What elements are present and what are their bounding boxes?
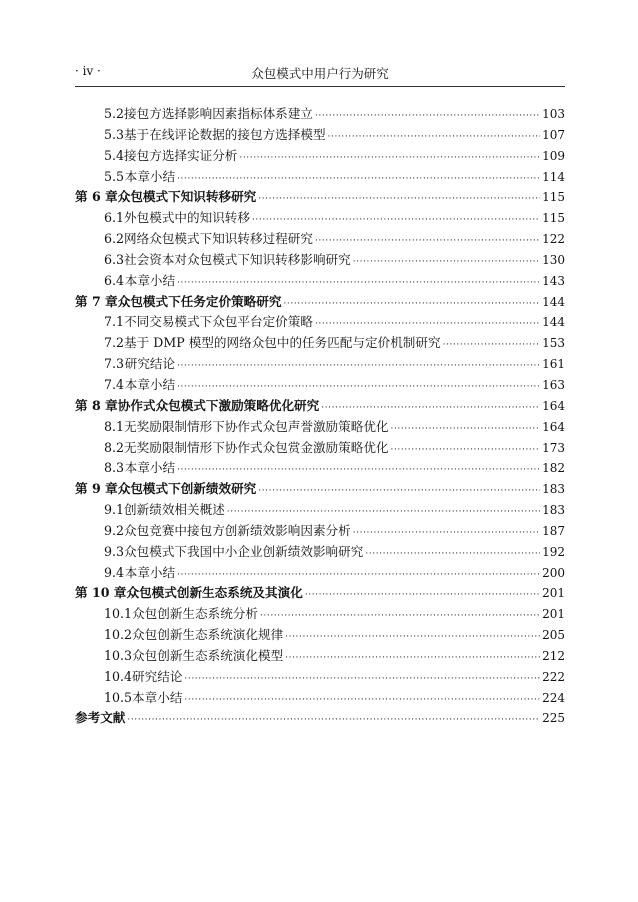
toc-entry-title: 无奖励限制情形下协作式众包赏金激励策略优化: [124, 439, 389, 455]
toc-section-entry[interactable]: [75, 332, 565, 353]
toc-entry-page: 103: [542, 107, 565, 121]
toc-section-entry[interactable]: [75, 228, 565, 249]
toc-entry-title: 参考文献: [75, 710, 126, 726]
dot-leader: [177, 361, 540, 371]
toc-chapter-entry[interactable]: [75, 186, 565, 207]
toc-chapter-entry[interactable]: [75, 478, 565, 499]
toc-section-entry[interactable]: [75, 624, 565, 645]
toc-entry-title: 创新绩效相关概述: [124, 502, 225, 518]
toc-entry-number: 5.2: [104, 106, 125, 121]
dot-leader: [283, 299, 540, 309]
toc-entry-number: 第 9 章: [75, 481, 118, 497]
dot-leader: [315, 319, 540, 329]
dot-leader: [184, 674, 540, 684]
toc-entry-number: 8.1: [104, 418, 125, 434]
toc-entry-number: 9.3: [104, 543, 125, 559]
dot-leader: [177, 278, 540, 288]
toc-entry-page: 114: [542, 169, 565, 184]
dot-leader: [260, 611, 540, 621]
table-of-contents: [75, 103, 565, 728]
toc-entry-title: 研究结论: [124, 356, 176, 372]
toc-section-entry[interactable]: [75, 666, 565, 687]
toc-entry-number: 第 8 章: [75, 397, 118, 413]
toc-entry-number: 7.4: [104, 376, 125, 392]
toc-entry-title: 研究结论: [132, 668, 183, 684]
toc-entry-number: 7.3: [104, 356, 125, 372]
toc-entry-number: 8.2: [104, 439, 125, 455]
dot-leader: [391, 445, 541, 455]
toc-entry-page: 115: [542, 211, 565, 226]
dot-leader: [315, 236, 540, 246]
toc-section-entry[interactable]: [75, 124, 565, 145]
toc-entry-number: 7.1: [104, 314, 125, 330]
toc-entry-number: 9.2: [104, 522, 125, 538]
toc-entry-number: 6.4: [104, 272, 125, 288]
toc-entry-number: 8.3: [104, 460, 125, 476]
toc-section-entry[interactable]: [75, 353, 565, 374]
dot-leader: [177, 570, 540, 580]
toc-section-entry[interactable]: [75, 687, 565, 708]
toc-entry-number: 7.2: [104, 335, 125, 351]
toc-entry-page: 212: [542, 648, 565, 663]
toc-section-entry[interactable]: [75, 270, 565, 291]
toc-entry-title: 本章小结: [124, 376, 176, 392]
dot-leader: [227, 507, 540, 517]
toc-entry-title: 不同交易模式下众包平台定价策略: [124, 314, 313, 330]
dot-leader: [127, 715, 540, 725]
toc-entry-title: 协作式众包模式下激励策略优化研究: [117, 397, 320, 413]
toc-entry-page: 153: [542, 336, 565, 351]
dot-leader: [305, 590, 540, 600]
toc-entry-page: 164: [542, 419, 565, 434]
toc-section-entry[interactable]: [75, 103, 565, 124]
toc-entry-title: 众包模式下知识转移研究: [117, 189, 257, 205]
toc-entry-number: 10.3: [104, 647, 133, 663]
toc-chapter-entry[interactable]: [75, 707, 565, 728]
toc-entry-title: 接包方选择影响因素指标体系建立: [124, 106, 313, 121]
toc-entry-title: 众包创新生态系统分析: [132, 606, 258, 622]
toc-entry-title: 无奖励限制情形下协作式众包声誉激励策略优化: [124, 418, 389, 434]
dot-leader: [391, 424, 541, 434]
toc-section-entry[interactable]: [75, 603, 565, 624]
dot-leader: [177, 382, 540, 392]
toc-entry-page: 224: [542, 690, 565, 705]
toc-section-entry[interactable]: [75, 645, 565, 666]
dot-leader: [328, 132, 541, 142]
toc-entry-number: 9.4: [104, 564, 125, 580]
toc-entry-number: 第 10 章: [75, 585, 127, 601]
toc-chapter-entry[interactable]: [75, 582, 565, 603]
toc-section-entry[interactable]: [75, 207, 565, 228]
dot-leader: [353, 257, 540, 267]
dot-leader: [321, 403, 540, 413]
toc-section-entry[interactable]: [75, 562, 565, 583]
dot-leader: [177, 465, 540, 475]
toc-entry-title: 众包模式下我国中小企业创新绩效影响研究: [124, 543, 364, 559]
dot-leader: [258, 194, 540, 204]
toc-section-entry[interactable]: [75, 457, 565, 478]
toc-entry-title: 众包创新生态系统演化模型: [132, 647, 284, 663]
toc-entry-page: 161: [542, 357, 565, 372]
toc-entry-page: 201: [542, 586, 565, 601]
toc-entry-number: 6.1: [104, 210, 125, 226]
dot-leader: [315, 111, 540, 121]
toc-entry-title: 众包模式下任务定价策略研究: [117, 293, 282, 309]
toc-entry-title: 本章小结: [124, 460, 176, 476]
toc-entry-page: 201: [542, 607, 565, 622]
dot-leader: [285, 632, 540, 642]
toc-entry-number: 5.5: [104, 168, 125, 184]
dot-leader: [184, 695, 540, 705]
toc-entry-page: 225: [542, 711, 565, 726]
toc-entry-title: 外包模式中的知识转移: [124, 210, 250, 226]
page-number: · iv ·: [75, 64, 101, 78]
toc-entry-page: 200: [542, 565, 565, 580]
toc-entry-title: 本章小结: [124, 168, 176, 184]
toc-entry-page: 163: [542, 377, 565, 392]
toc-entry-page: 164: [542, 398, 565, 413]
toc-entry-page: 109: [542, 148, 565, 163]
toc-entry-title: 众包创新生态系统演化规律: [132, 627, 284, 643]
toc-entry-page: 173: [542, 440, 565, 455]
toc-section-entry[interactable]: [75, 416, 565, 437]
toc-entry-page: 144: [542, 315, 565, 330]
toc-entry-number: 6.3: [104, 251, 125, 267]
dot-leader: [252, 215, 540, 225]
toc-section-entry[interactable]: [75, 166, 565, 187]
toc-section-entry[interactable]: [75, 311, 565, 332]
toc-entry-page: 143: [542, 273, 565, 288]
toc-entry-title: 本章小结: [124, 564, 176, 580]
toc-entry-title: 众包模式创新生态系统及其演化: [126, 585, 303, 601]
toc-entry-page: 115: [542, 190, 565, 205]
toc-chapter-entry[interactable]: [75, 291, 565, 312]
toc-section-entry[interactable]: [75, 145, 565, 166]
toc-section-entry[interactable]: [75, 520, 565, 541]
toc-entry-page: 183: [542, 503, 565, 518]
toc-entry-page: 187: [542, 523, 565, 538]
dot-leader: [258, 486, 540, 496]
running-title: 众包模式中用户行为研究: [251, 66, 389, 81]
toc-entry-page: 222: [542, 669, 565, 684]
toc-entry-title: 本章小结: [124, 272, 176, 288]
dot-leader: [177, 174, 540, 184]
toc-entry-number: 10.4: [104, 668, 133, 684]
toc-entry-number: 10.1: [104, 606, 133, 622]
toc-entry-title: 本章小结: [132, 689, 183, 705]
toc-entry-title: 众包模式下创新绩效研究: [117, 481, 257, 497]
dot-leader: [239, 153, 540, 163]
dot-leader: [285, 653, 540, 663]
toc-entry-number: 第 7 章: [75, 293, 118, 309]
page-header: [75, 60, 565, 87]
toc-entry-title: 众包竞赛中接包方创新绩效影响因素分析: [124, 522, 351, 538]
toc-entry-title: 基于在线评论数据的接包方选择模型: [124, 126, 326, 142]
toc-entry-page: 205: [542, 628, 565, 643]
toc-entry-number: 5.3: [104, 126, 125, 142]
toc-entry-number: 5.4: [104, 147, 125, 163]
toc-entry-number: 9.1: [104, 502, 125, 518]
dot-leader: [353, 528, 540, 538]
toc-entry-page: 192: [542, 544, 565, 559]
dot-leader: [365, 549, 540, 559]
toc-section-entry[interactable]: [75, 437, 565, 458]
toc-section-entry[interactable]: [75, 374, 565, 395]
toc-entry-page: 182: [542, 461, 565, 476]
toc-entry-title: 网络众包模式下知识转移过程研究: [124, 231, 313, 247]
toc-entry-title: 社会资本对众包模式下知识转移影响研究: [124, 251, 351, 267]
toc-entry-title: 接包方选择实证分析: [124, 147, 238, 163]
toc-entry-number: 10.2: [104, 627, 133, 643]
toc-chapter-entry[interactable]: [75, 395, 565, 416]
toc-entry-page: 183: [542, 482, 565, 497]
toc-entry-number: 10.5: [104, 689, 133, 705]
toc-entry-page: 122: [542, 232, 565, 247]
toc-section-entry[interactable]: [75, 499, 565, 520]
toc-section-entry[interactable]: [75, 541, 565, 562]
dot-leader: [443, 340, 541, 350]
toc-section-entry[interactable]: [75, 249, 565, 270]
toc-entry-page: 107: [542, 127, 565, 142]
toc-entry-page: 144: [542, 294, 565, 309]
toc-entry-page: 130: [542, 252, 565, 267]
toc-entry-title: 基于 DMP 模型的网络众包中的任务匹配与定价机制研究: [124, 335, 441, 351]
toc-entry-number: 第 6 章: [75, 189, 118, 205]
toc-entry-number: 6.2: [104, 231, 125, 247]
